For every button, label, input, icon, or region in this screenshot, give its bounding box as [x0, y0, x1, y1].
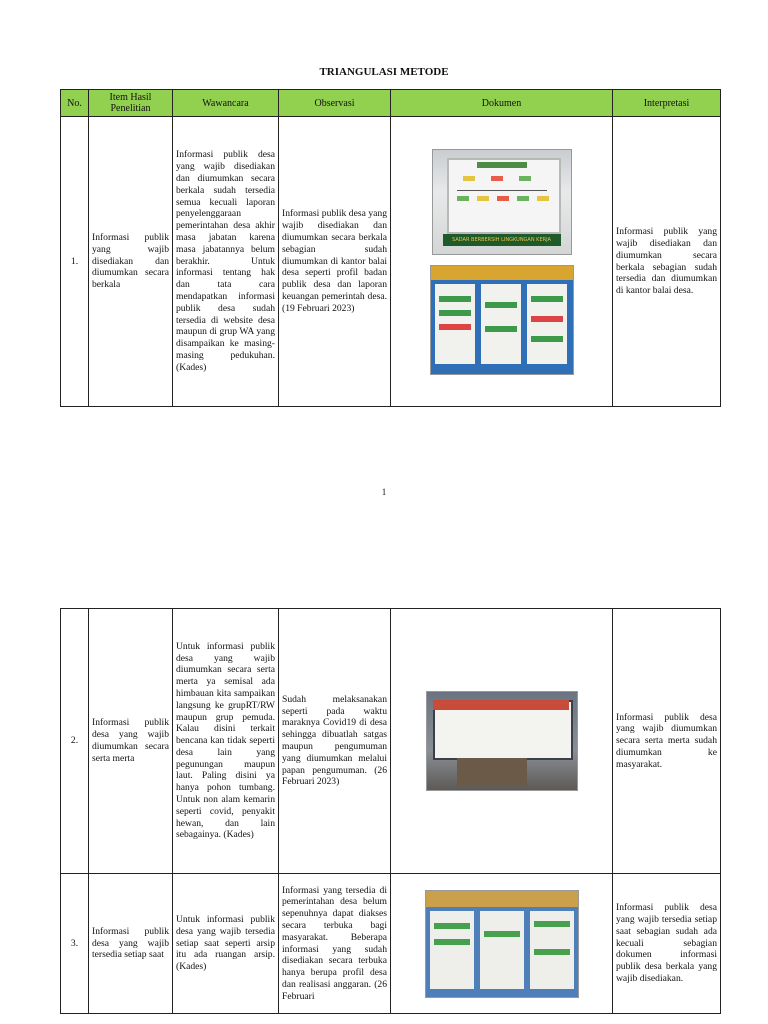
table-row	[61, 874, 721, 1014]
header-observasi: Observasi	[279, 90, 391, 117]
row-item: Informasi publik desa yang wajib tersedia setiap saat	[89, 874, 173, 1014]
table-row	[61, 117, 721, 407]
triangulation-table-page-1	[60, 89, 721, 407]
document-photo-org-chart	[432, 149, 572, 255]
row-observasi: Sudah melaksanakan seperti pada waktu maraknya Covid19 di desa sehingga dibuatlah satgas maupun pengumuman yang diumumkan melalui papan pengumuman. (26 Februari 2023)	[279, 609, 391, 874]
row-observasi: Informasi publik desa yang wajib disediakan dan diumumkan secara berkala sebagian sudah diumumkan di kantor balai desa seperti profil badan publik desa dan laporan keuangan pemerintah desa. (19 Februari 2023)	[279, 117, 391, 407]
triangulation-table-page-2	[60, 608, 721, 1014]
row-number: 3.	[61, 874, 89, 1014]
row-item: Informasi publik yang wajib disediakan dan diumumkan secara berkala	[89, 117, 173, 407]
header-dokumen: Dokumen	[391, 90, 613, 117]
table-header-row	[61, 90, 721, 117]
row-number: 1.	[61, 117, 89, 407]
document-photo-announcement-board	[426, 691, 578, 791]
page-number: 1	[381, 487, 387, 497]
row-wawancara: Untuk informasi publik desa yang wajib diumumkan secara serta merta ya semisal ada himbauan kita sampaikan langsung ke grupRT/RW maupun grup pemuda. Kalau disini terkait bencana kan tidak seperti desa lain yang pegunungan maupun laut. Paling disini ya hanya pohon tumbang. Untuk non alam kemarin seperti covid, penyakit hewan, dan lain sebagainya. (Kades)	[173, 609, 279, 874]
row-number: 2.	[61, 609, 89, 874]
document-photo-notice-board	[430, 265, 574, 375]
row-observasi: Informasi yang tersedia di pemerintahan desa belum sepenuhnya dapat diakses secara terbuka bagi masyarakat. Beberapa informasi yang sudah disediakan secara terbuka hanya berupa profil desa dan realisasi anggaran. (26 Februari	[279, 874, 391, 1014]
document-photo-info-board	[425, 890, 579, 998]
row-dokumen	[391, 874, 613, 1014]
row-interpretasi: Informasi publik desa yang wajib diumumkan secara serta merta sudah diumumkan ke masyarakat.	[613, 609, 721, 874]
header-wawancara: Wawancara	[173, 90, 279, 117]
photo-banner-text: SADAR BERBERSIH LINGKUNGAN KERJA	[443, 234, 561, 246]
row-dokumen	[391, 117, 613, 407]
row-wawancara: Informasi publik desa yang wajib disediakan dan diumumkan secara berkala sudah tersedia semua kecuali laporan penyelenggaraan pemerintahan desa akhir masa jabatan karena masa jabatannya belum berakhir. Untuk informasi tentang hak dan tata cara mendapatkan informasi publik desa sudah tersedia di website desa maupun di grup WA yang disampaikan ke masing-masing pedukuhan. (Kades)	[173, 117, 279, 407]
row-interpretasi: Informasi publik yang wajib disediakan dan diumumkan secara berkala sebagian sudah tersedia dan diumumkan di kantor balai desa.	[613, 117, 721, 407]
row-item: Informasi publik desa yang wajib diumumkan secara serta merta	[89, 609, 173, 874]
table-row	[61, 609, 721, 874]
header-item: Item Hasil Penelitian	[89, 90, 173, 117]
row-wawancara: Untuk informasi publik desa yang wajib tersedia setiap saat seperti arsip itu ada ruangan arsip. (Kades)	[173, 874, 279, 1014]
header-no: No.	[61, 90, 89, 117]
header-interpretasi: Interpretasi	[613, 90, 721, 117]
document-title: TRIANGULASI METODE	[319, 66, 449, 78]
row-dokumen	[391, 609, 613, 874]
row-interpretasi: Informasi publik desa yang wajib tersedia setiap saat sebagian sudah ada kecuali sebagian dokumen informasi publik desa berkala yang wajib disediakan.	[613, 874, 721, 1014]
